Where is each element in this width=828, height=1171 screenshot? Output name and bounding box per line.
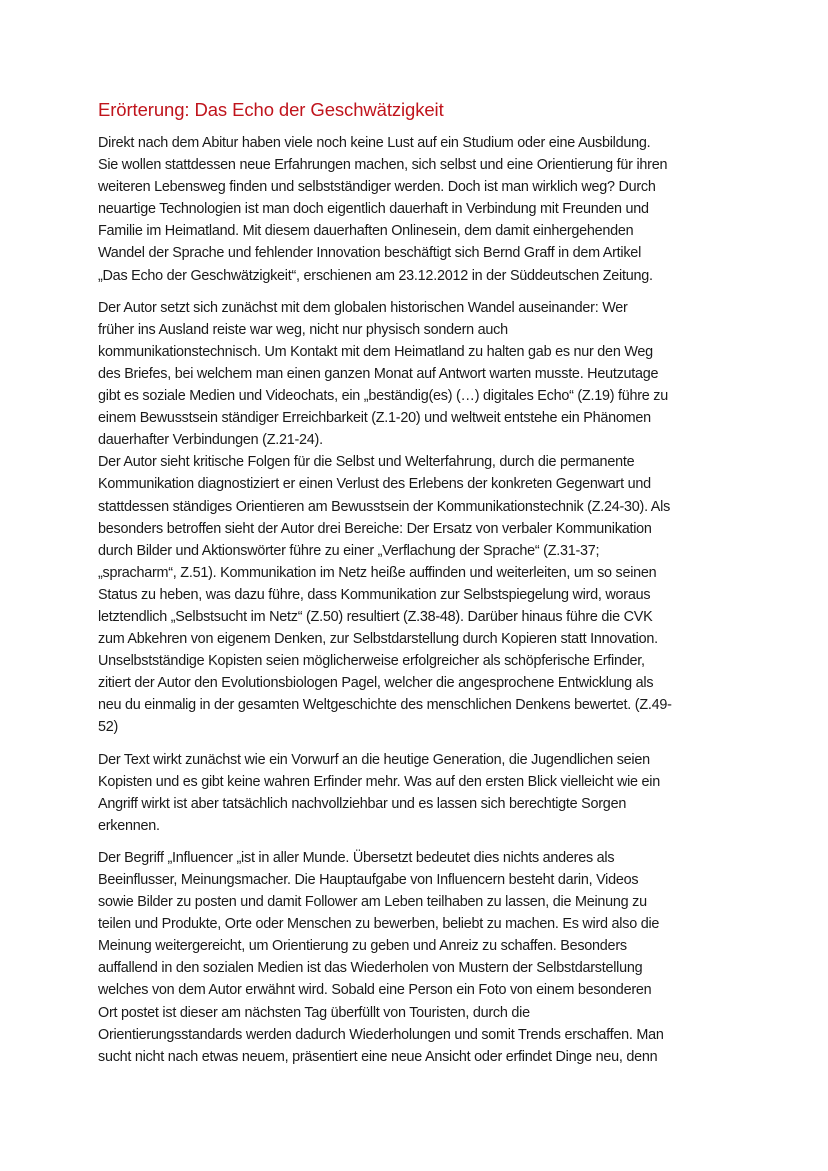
- text-line: erkennen.: [98, 817, 160, 834]
- text-line: Meinung weitergereicht, um Orientierung zu geben und Anreiz zu schaffen. Besonders: [98, 938, 627, 955]
- text-line: früher ins Ausland reiste war weg, nicht nur physisch sondern auch: [98, 321, 508, 338]
- text-line: Wandel der Sprache und fehlender Innovation beschäftigt sich Bernd Graff in dem Artikel: [98, 245, 642, 262]
- text-line: Angriff wirkt ist aber tatsächlich nachvollziehbar und es lassen sich berechtigte Sorgen: [98, 795, 627, 812]
- text-line: Der Begriff „Influencer „ist in aller Munde. Übersetzt bedeutet dies nichts anderes als: [98, 849, 615, 866]
- text-line: weiteren Lebensweg finden und selbstständiger werden. Doch ist man wirklich weg? Durch: [98, 179, 656, 196]
- text-line: neuartige Technologien ist man doch eigentlich dauerhaft in Verbindung mit Freunden und: [98, 201, 649, 218]
- text-line: Orientierungsstandards werden dadurch Wiederholungen und somit Trends erschaffen. Man: [98, 1026, 664, 1043]
- text-line: einem Bewusstsein ständiger Erreichbarkeit (Z.1-20) und weltweit entstehe ein Phänomen: [98, 410, 651, 427]
- text-line: des Briefes, bei welchem man einen ganzen Monat auf Antwort warten musste. Heutzutage: [98, 365, 659, 382]
- text-line: durch Bilder und Aktionswörter führe zu einer „Verflachung der Sprache“ (Z.31-37;: [98, 542, 600, 559]
- paragraph-spacer: [98, 287, 738, 297]
- text-line: stattdessen ständiges Orientieren am Bewusstsein der Kommunikationstechnik (Z.24-30). Als: [98, 498, 671, 515]
- text-line: Ort postet ist dieser am nächsten Tag überfüllt von Touristen, durch die: [98, 1004, 530, 1021]
- text-line: neu du einmalig in der gesamten Weltgeschichte des menschlichen Denkens bewertet. (Z.49-: [98, 697, 672, 714]
- text-line: Status zu heben, was dazu führe, dass Kommunikation zur Selbstspiegelung wird, woraus: [98, 586, 651, 603]
- paragraph-argument-influencer: [98, 847, 738, 1068]
- text-line: Der Autor sieht kritische Folgen für die Selbst und Welterfahrung, durch die permanente: [98, 454, 635, 471]
- text-line: auffallend in den sozialen Medien ist das Wiederholen von Mustern der Selbstdarstellung: [98, 960, 643, 977]
- text-line: Unselbstständige Kopisten seien möglicherweise erfolgreicher als schöpferische Erfinder,: [98, 653, 645, 670]
- text-line: 52): [98, 719, 119, 736]
- text-line: kommunikationstechnisch. Um Kontakt mit dem Heimatland zu halten gab es nur den Weg: [98, 343, 653, 360]
- text-line: Sie wollen stattdessen neue Erfahrungen machen, sich selbst und eine Orientierung für ihren: [98, 157, 668, 174]
- paragraph-spacer: [98, 837, 738, 847]
- paragraph-summary: [98, 297, 738, 739]
- text-line: sowie Bilder zu posten und damit Follower am Leben teilhaben zu lassen, die Meinung zu: [98, 894, 647, 911]
- text-line: zitiert der Autor den Evolutionsbiologen Pagel, welcher die angesprochene Entwicklung als: [98, 675, 654, 692]
- text-line: teilen und Produkte, Orte oder Menschen zu bewerben, beliebt zu machen. Es wird also die: [98, 916, 660, 933]
- text-line: letztendlich „Selbstsucht im Netz“ (Z.50) resultiert (Z.38-48). Darüber hinaus führe die CVK: [98, 608, 653, 625]
- text-line: Kopisten und es gibt keine wahren Erfinder mehr. Was auf den ersten Blick vielleicht wie ein: [98, 773, 660, 790]
- paragraph-introduction: [98, 132, 738, 287]
- text-line: dauerhafter Verbindungen (Z.21-24).: [98, 432, 323, 449]
- text-line: welches von dem Autor erwähnt wird. Sobald eine Person ein Foto von einem besonderen: [98, 982, 652, 999]
- text-line: „Das Echo der Geschwätzigkeit“, erschienen am 23.12.2012 in der Süddeutschen Zeitung.: [98, 267, 653, 284]
- text-line: Familie im Heimatland. Mit diesem dauerhaften Onlinesein, dem damit einhergehenden: [98, 223, 634, 240]
- text-line: Direkt nach dem Abitur haben viele noch keine Lust auf ein Studium oder eine Ausbildung.: [98, 135, 651, 151]
- text-line: „spracharm“, Z.51). Kommunikation im Netz heiße auffinden und weiterleiten, um so seinen: [98, 564, 657, 581]
- document-page: [98, 98, 738, 1068]
- paragraph-thesis: [98, 749, 738, 837]
- text-line: Der Text wirkt zunächst wie ein Vorwurf an die heutige Generation, die Jugendlichen seien: [98, 751, 650, 768]
- text-line: gibt es soziale Medien und Videochats, ein „beständig(es) (…) digitales Echo“ (Z.19) führe zu: [98, 388, 669, 405]
- text-line: Kommunikation diagnostiziert er einen Verlust des Erlebens der konkreten Gegenwart und: [98, 476, 651, 493]
- text-line: Der Autor setzt sich zunächst mit dem globalen historischen Wandel auseinander: Wer: [98, 299, 628, 316]
- paragraph-spacer: [98, 739, 738, 749]
- text-line: Beeinflusser, Meinungsmacher. Die Hauptaufgabe von Influencern besteht darin, Videos: [98, 872, 639, 888]
- text-line: zum Abkehren von eigenem Denken, zur Selbstdarstellung durch Kopieren statt Innovation.: [98, 631, 658, 648]
- document-title: Erörterung: Das Echo der Geschwätzigkeit: [98, 99, 444, 120]
- text-line: sucht nicht nach etwas neuem, präsentiert eine neue Ansicht oder erfindet Dinge neu, denn: [98, 1048, 658, 1065]
- text-line: besonders betroffen sieht der Autor drei Bereiche: Der Ersatz von verbaler Kommunikation: [98, 520, 652, 537]
